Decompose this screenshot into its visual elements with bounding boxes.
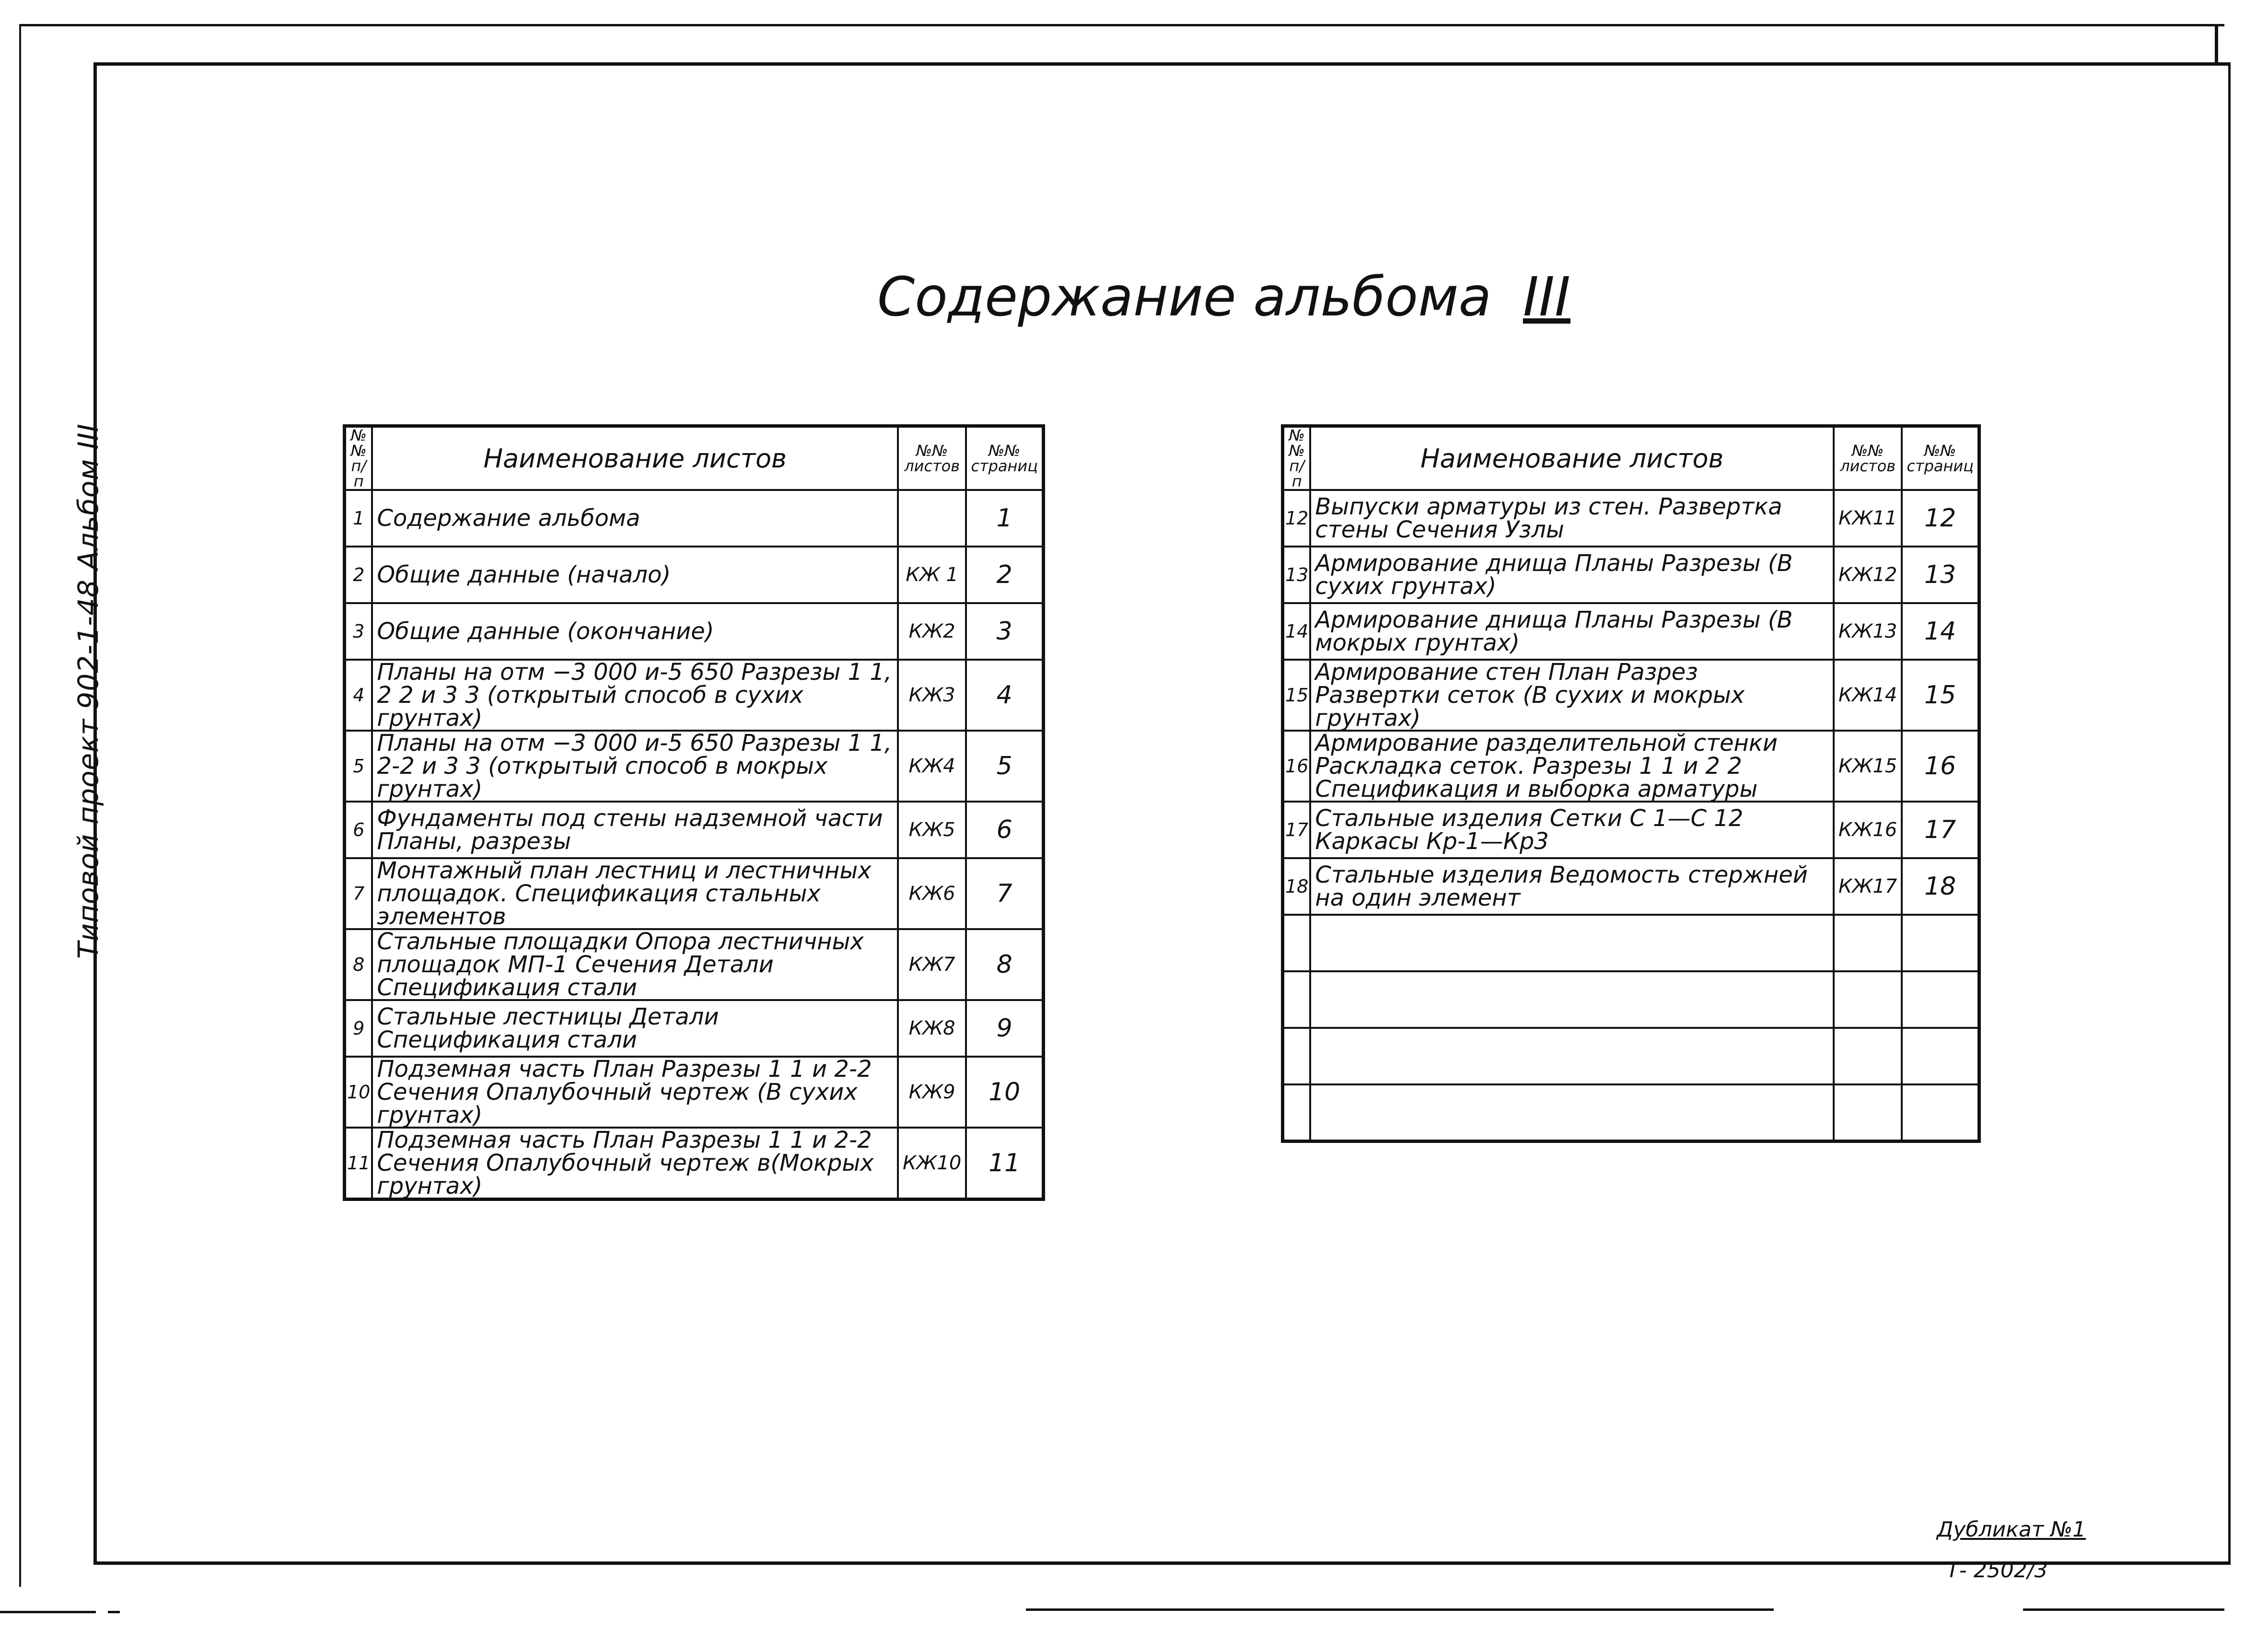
header-name: Наименование листов (372, 426, 898, 490)
table-row (1283, 547, 1979, 603)
row-number: 5 (345, 731, 372, 802)
row-page: 16 (1902, 731, 1979, 802)
table-row (345, 1128, 1044, 1199)
row-sheet-code: КЖ6 (898, 858, 966, 929)
row-number: 1 (345, 490, 372, 547)
header-sheet: №№ листов (1834, 426, 1902, 490)
row-name: Армирование разделительной стенки Раскладка сеток. Разрезы 1 1 и 2 2 Спецификация и выборка арматуры (1310, 731, 1834, 802)
row-page: 7 (966, 858, 1043, 929)
row-name (1310, 1028, 1834, 1084)
row-name: Выпуски арматуры из стен. Развертка стены Сечения Узлы (1310, 490, 1834, 547)
row-name: Подземная часть План Разрезы 1 1 и 2-2 Сечения Опалубочный чертеж в(Мокрых грунтах) (372, 1128, 898, 1199)
row-sheet-code: КЖ14 (1834, 660, 1902, 731)
row-name: Стальные изделия Ведомость стержней на один элемент (1310, 858, 1834, 915)
table-row (1283, 1028, 1979, 1084)
page-title (877, 266, 1570, 328)
title-main: Содержание альбома (877, 266, 1492, 328)
row-page (1902, 1084, 1979, 1141)
title-roman: III (1523, 266, 1570, 328)
table-row (1283, 858, 1979, 915)
row-number (1283, 971, 1311, 1028)
row-page: 1 (966, 490, 1043, 547)
row-number: 6 (345, 802, 372, 858)
row-sheet-code: КЖ8 (898, 1000, 966, 1057)
table-row (345, 1000, 1044, 1057)
row-name: Стальные лестницы Детали Спецификация стали (372, 1000, 898, 1057)
row-sheet-code: КЖ17 (1834, 858, 1902, 915)
header-num: №№ п/п (1283, 426, 1311, 490)
row-page: 14 (1902, 603, 1979, 660)
row-sheet-code: КЖ12 (1834, 547, 1902, 603)
row-page: 3 (966, 603, 1043, 660)
row-number: 13 (1283, 547, 1311, 603)
document-code: Т- 2502/3 (1946, 1558, 2048, 1583)
row-name: Монтажный план лестниц и лестничных площадок. Спецификация стальных элементов (372, 858, 898, 929)
frame-top-line (19, 24, 2224, 26)
table-row (345, 547, 1044, 603)
row-name: Армирование стен План Разрез Развертки сеток (В сухих и мокрых грунтах) (1310, 660, 1834, 731)
bottom-dash (1026, 1608, 1774, 1611)
table-row (1283, 971, 1979, 1028)
duplicate-stamp: Дубликат №1 (1937, 1517, 2086, 1542)
row-page: 10 (966, 1057, 1043, 1128)
row-number: 16 (1283, 731, 1311, 802)
row-number: 3 (345, 603, 372, 660)
row-sheet-code: КЖ11 (1834, 490, 1902, 547)
row-page: 11 (966, 1128, 1043, 1199)
row-number (1283, 1028, 1311, 1084)
row-number: 10 (345, 1057, 372, 1128)
row-name: Подземная часть План Разрезы 1 1 и 2-2 Сечения Опалубочный чертеж (В сухих грунтах) (372, 1057, 898, 1128)
row-sheet-code: КЖ 1 (898, 547, 966, 603)
bottom-dash (2023, 1608, 2224, 1611)
row-page: 8 (966, 929, 1043, 1000)
frame-left-line (19, 24, 21, 1587)
row-sheet-code: КЖ13 (1834, 603, 1902, 660)
header-num: №№ п/п (345, 426, 372, 490)
header-page: №№ страниц (1902, 426, 1979, 490)
header-sheet: №№ листов (898, 426, 966, 490)
row-sheet-code (1834, 1028, 1902, 1084)
frame-corner-mark (2215, 24, 2218, 62)
row-number: 8 (345, 929, 372, 1000)
row-page (1902, 915, 1979, 971)
row-number (1283, 915, 1311, 971)
row-name (1310, 971, 1834, 1028)
row-page: 6 (966, 802, 1043, 858)
table-row (1283, 1084, 1979, 1141)
table-row (345, 490, 1044, 547)
row-number: 12 (1283, 490, 1311, 547)
table-row (345, 929, 1044, 1000)
contents-table-left (343, 424, 1045, 1201)
row-name: Армирование днища Планы Разрезы (В сухих грунтах) (1310, 547, 1834, 603)
row-number: 11 (345, 1128, 372, 1199)
row-name: Общие данные (окончание) (372, 603, 898, 660)
table-row (1283, 915, 1979, 971)
table-header-row (1283, 426, 1979, 490)
row-page: 2 (966, 547, 1043, 603)
table-row (345, 858, 1044, 929)
row-number (1283, 1084, 1311, 1141)
row-name (1310, 1084, 1834, 1141)
row-number: 4 (345, 660, 372, 731)
row-name: Общие данные (начало) (372, 547, 898, 603)
row-page: 4 (966, 660, 1043, 731)
row-page: 5 (966, 731, 1043, 802)
row-name: Планы на отм −3 000 и-5 650 Разрезы 1 1, 2 2 и 3 3 (открытый способ в сухих грунтах) (372, 660, 898, 731)
row-sheet-code: КЖ4 (898, 731, 966, 802)
row-name: Стальные площадки Опора лестничных площадок МП-1 Сечения Детали Спецификация стали (372, 929, 898, 1000)
row-sheet-code (1834, 1084, 1902, 1141)
row-sheet-code (898, 490, 966, 547)
table-row (1283, 802, 1979, 858)
row-sheet-code: КЖ15 (1834, 731, 1902, 802)
row-sheet-code: КЖ9 (898, 1057, 966, 1128)
side-label: Типовой проект 902-1-48 Альбом III (72, 423, 105, 959)
row-page: 17 (1902, 802, 1979, 858)
row-sheet-code: КЖ2 (898, 603, 966, 660)
table-row (1283, 731, 1979, 802)
row-name: Стальные изделия Сетки С 1—С 12 Каркасы Кр-1—Кр3 (1310, 802, 1834, 858)
row-name: Армирование днища Планы Разрезы (В мокрых грунтах) (1310, 603, 1834, 660)
row-sheet-code: КЖ10 (898, 1128, 966, 1199)
table-header-row (345, 426, 1044, 490)
row-name (1310, 915, 1834, 971)
row-page: 13 (1902, 547, 1979, 603)
row-page: 9 (966, 1000, 1043, 1057)
row-number: 17 (1283, 802, 1311, 858)
row-sheet-code (1834, 915, 1902, 971)
row-page: 18 (1902, 858, 1979, 915)
row-page: 15 (1902, 660, 1979, 731)
row-number: 9 (345, 1000, 372, 1057)
row-number: 18 (1283, 858, 1311, 915)
table-row (1283, 490, 1979, 547)
table-row (1283, 660, 1979, 731)
header-page: №№ страниц (966, 426, 1043, 490)
bottom-dash (0, 1611, 96, 1613)
row-name: Планы на отм −3 000 и-5 650 Разрезы 1 1, 2-2 и 3 3 (открытый способ в мокрых грунтах) (372, 731, 898, 802)
row-sheet-code: КЖ5 (898, 802, 966, 858)
row-sheet-code: КЖ7 (898, 929, 966, 1000)
table-row (345, 1057, 1044, 1128)
row-sheet-code: КЖ16 (1834, 802, 1902, 858)
row-page (1902, 1028, 1979, 1084)
row-number: 15 (1283, 660, 1311, 731)
row-number: 14 (1283, 603, 1311, 660)
row-page (1902, 971, 1979, 1028)
row-number: 7 (345, 858, 372, 929)
header-name: Наименование листов (1310, 426, 1834, 490)
row-sheet-code: КЖ3 (898, 660, 966, 731)
table-row (345, 603, 1044, 660)
table-row (1283, 603, 1979, 660)
bottom-dash (108, 1611, 120, 1613)
row-page: 12 (1902, 490, 1979, 547)
row-name: Фундаменты под стены надземной части Планы, разрезы (372, 802, 898, 858)
table-row (345, 660, 1044, 731)
contents-table-right (1281, 424, 1981, 1143)
row-name: Содержание альбома (372, 490, 898, 547)
row-sheet-code (1834, 971, 1902, 1028)
row-number: 2 (345, 547, 372, 603)
table-row (345, 802, 1044, 858)
table-row (345, 731, 1044, 802)
